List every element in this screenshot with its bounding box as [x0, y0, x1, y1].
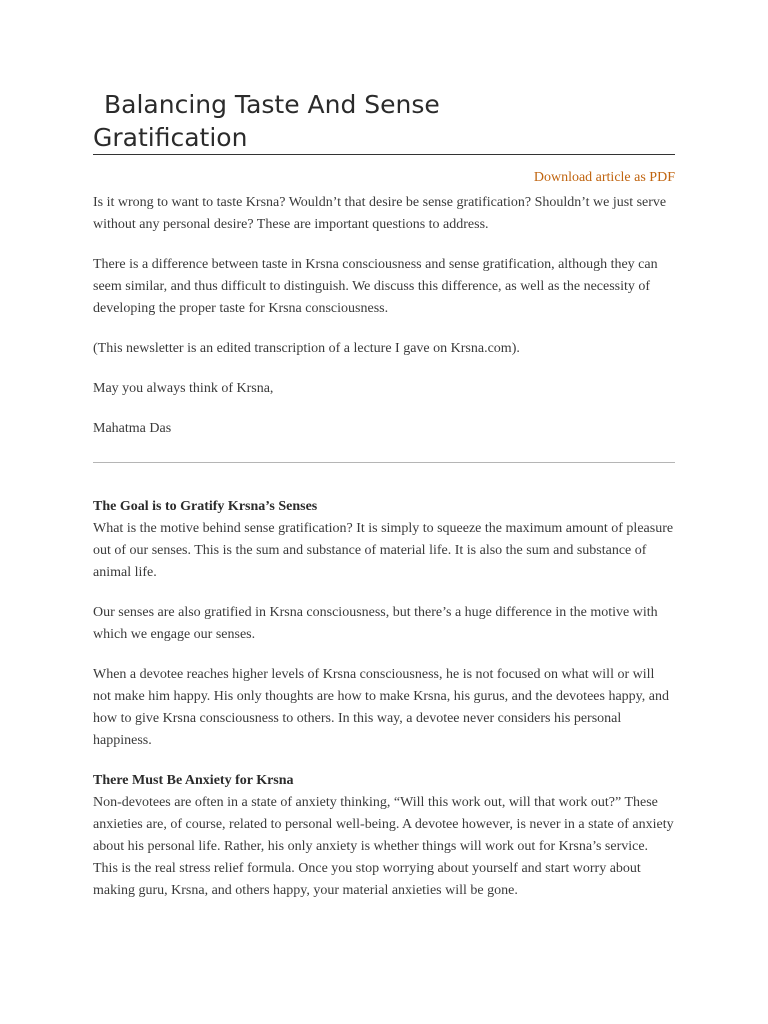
- section-heading: There Must Be Anxiety for Krsna: [93, 773, 294, 788]
- intro-paragraph: There is a difference between taste in Krsna consciousness and sense gratification, although they can seem similar, and thus difficult to distinguish. We discuss this difference, as well as the necessity of developing the proper taste for Krsna consciousness.: [93, 257, 658, 316]
- article-body: [93, 88, 675, 902]
- title-line-1: Balancing Taste And Sense: [104, 90, 440, 119]
- intro-paragraph: Is it wrong to want to taste Krsna? Wouldn’t that desire be sense gratification? Shouldn’t we just serve without any personal desire? These are important questions to address.: [93, 195, 667, 232]
- article-title: [93, 88, 675, 155]
- intro-paragraph: (This newsletter is an edited transcription of a lecture I gave on Krsna.com).: [93, 341, 520, 356]
- section-paragraph: Our senses are also gratified in Krsna consciousness, but there’s a huge difference in the motive with which we engage our senses.: [93, 605, 658, 642]
- section-divider: [93, 462, 675, 463]
- section-paragraph: Non-devotees are often in a state of anxiety thinking, “Will this work out, will that work out?” These anxieties are, of course, related to personal well-being. A devotee however, is never in a state of anxiety about his personal life. Rather, his only anxiety is whether things will work out for Krsna’s service. This is the real stress relief formula. Once you stop worrying about yourself and start worry about making guru, Krsna, and others happy, your material anxieties will be gone.: [93, 795, 674, 898]
- title-line-2: Gratification: [93, 123, 248, 152]
- author-signature: Mahatma Das: [93, 421, 172, 436]
- section-heading: The Goal is to Gratify Krsna’s Senses: [93, 499, 318, 514]
- section-paragraph: When a devotee reaches higher levels of Krsna consciousness, he is not focused on what will or will not make him happy. His only thoughts are how to make Krsna, his gurus, and the devotees happy, and how to give Krsna consciousness to others. In this way, a devotee never considers his personal happiness.: [93, 667, 669, 748]
- closing-line: May you always think of Krsna,: [93, 381, 274, 396]
- download-pdf-link[interactable]: Download article as PDF: [533, 170, 675, 185]
- section-paragraph: What is the motive behind sense gratification? It is simply to squeeze the maximum amount of pleasure out of our senses. This is the sum and substance of material life. It is also the sum and substance of animal life.: [93, 521, 674, 580]
